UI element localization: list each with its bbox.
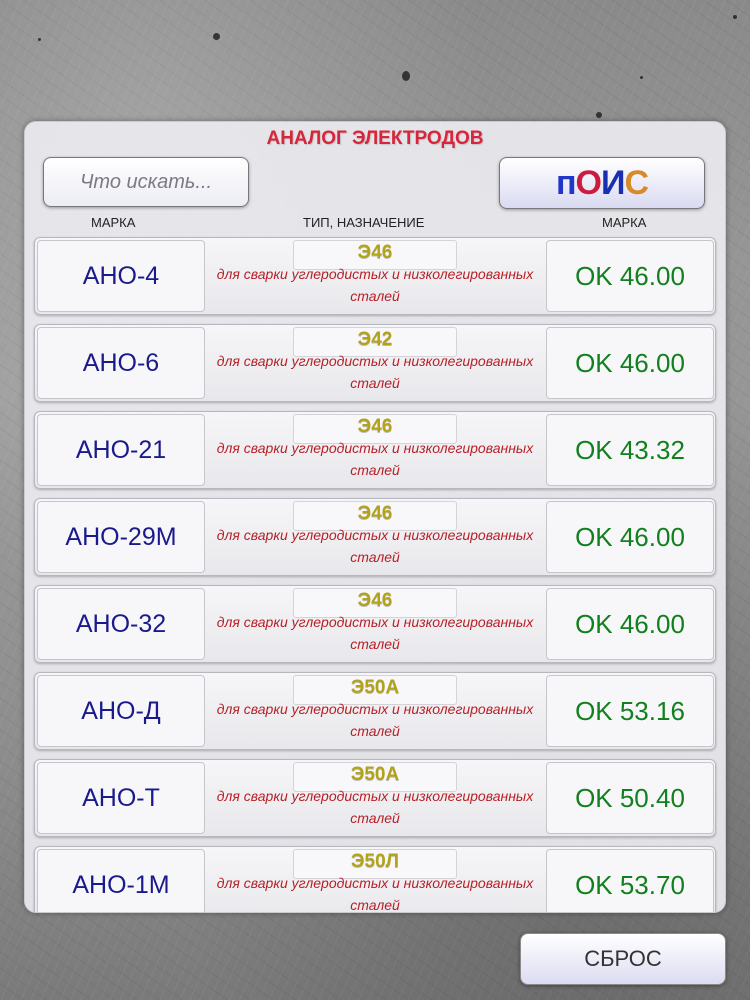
- column-header-analog: МАРКА: [602, 215, 647, 230]
- list-item[interactable]: [34, 237, 716, 315]
- analog-cell: OK 46.00: [546, 240, 714, 312]
- analog-cell: OK 53.70: [546, 849, 714, 912]
- analog-cell: OK 43.32: [546, 414, 714, 486]
- analog-cell: OK 53.16: [546, 675, 714, 747]
- search-button[interactable]: [499, 157, 705, 209]
- brand-cell: АНО-32: [37, 588, 205, 660]
- purpose-text: для сварки углеродистых и низколегированных сталей: [216, 701, 534, 739]
- search-button-letter: О: [575, 163, 601, 202]
- brand-cell: АНО-Т: [37, 762, 205, 834]
- brand-cell: АНО-1М: [37, 849, 205, 912]
- purpose-text: для сварки углеродистых и низколегированных сталей: [216, 353, 534, 391]
- list-item[interactable]: [34, 585, 716, 663]
- search-button-letter: И: [601, 163, 625, 202]
- type-label: Э50А: [293, 675, 457, 705]
- type-label: Э50Л: [293, 849, 457, 879]
- type-label: Э46: [293, 501, 457, 531]
- column-header-type: ТИП, НАЗНАЧЕНИЕ: [303, 215, 425, 230]
- brand-cell: АНО-6: [37, 327, 205, 399]
- analog-cell: OK 46.00: [546, 327, 714, 399]
- analog-panel: [24, 121, 726, 913]
- search-button-letter: п: [556, 163, 576, 202]
- purpose-text: для сварки углеродистых и низколегированных сталей: [216, 875, 534, 912]
- list-item[interactable]: [34, 411, 716, 489]
- type-label: Э50А: [293, 762, 457, 792]
- page-title: АНАЛОГ ЭЛЕКТРОДОВ: [266, 128, 484, 149]
- list-item[interactable]: [34, 498, 716, 576]
- search-input[interactable]: [43, 157, 249, 207]
- purpose-text: для сварки углеродистых и низколегированных сталей: [216, 440, 534, 478]
- list-item[interactable]: [34, 672, 716, 750]
- brand-cell: АНО-4: [37, 240, 205, 312]
- brand-cell: АНО-Д: [37, 675, 205, 747]
- analog-cell: OK 46.00: [546, 588, 714, 660]
- search-button-letter: С: [624, 163, 648, 202]
- brand-cell: АНО-21: [37, 414, 205, 486]
- type-label: Э46: [293, 414, 457, 444]
- list-item[interactable]: [34, 759, 716, 837]
- list-item[interactable]: [34, 846, 716, 912]
- background-speck: [640, 76, 643, 79]
- purpose-text: для сварки углеродистых и низколегированных сталей: [216, 614, 534, 652]
- type-label: Э42: [293, 327, 457, 357]
- reset-button[interactable]: СБРОС: [520, 933, 726, 985]
- purpose-text: для сварки углеродистых и низколегированных сталей: [216, 266, 534, 304]
- background-speck: [213, 33, 220, 40]
- type-label: Э46: [293, 240, 457, 270]
- background-speck: [596, 112, 602, 118]
- electrode-list[interactable]: [25, 234, 725, 912]
- analog-cell: OK 50.40: [546, 762, 714, 834]
- background-speck: [733, 15, 737, 19]
- purpose-text: для сварки углеродистых и низколегированных сталей: [216, 788, 534, 826]
- column-header-brand: МАРКА: [91, 215, 136, 230]
- background-speck: [402, 71, 410, 81]
- background-speck: [38, 38, 41, 41]
- analog-cell: OK 46.00: [546, 501, 714, 573]
- brand-cell: АНО-29М: [37, 501, 205, 573]
- purpose-text: для сварки углеродистых и низколегированных сталей: [216, 527, 534, 565]
- list-item[interactable]: [34, 324, 716, 402]
- type-label: Э46: [293, 588, 457, 618]
